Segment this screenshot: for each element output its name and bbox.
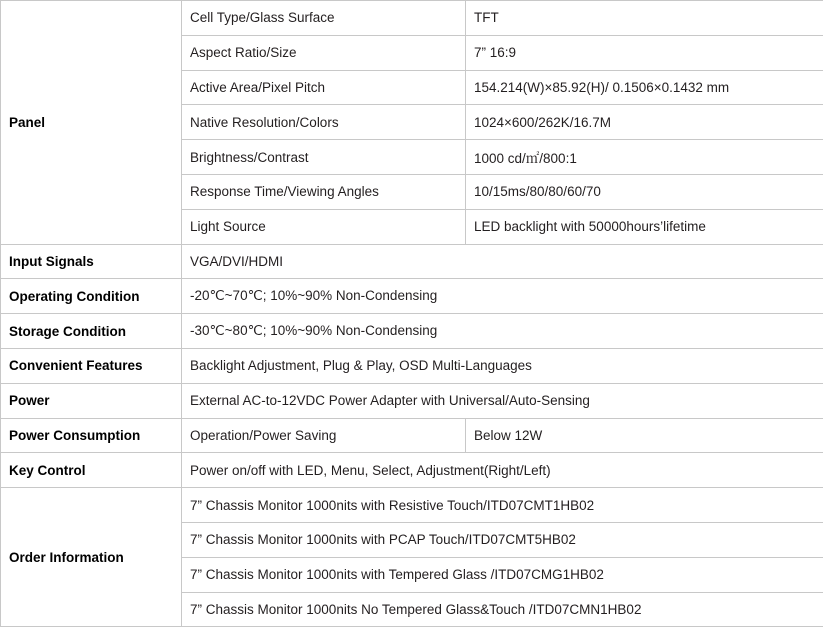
cell-value: Below 12W xyxy=(466,418,823,453)
table-row xyxy=(1,418,823,453)
cell-value: VGA/DVI/HDMI xyxy=(182,244,823,279)
cell-value: -30℃~80℃; 10%~90% Non-Condensing xyxy=(182,314,823,349)
table-row xyxy=(1,453,823,488)
cell-value: 7” Chassis Monitor 1000nits with Tempered Glass /ITD07CMG1HB02 xyxy=(182,557,823,592)
row-label-storage-condition: Storage Condition xyxy=(1,314,182,349)
cell-value: Backlight Adjustment, Plug & Play, OSD Multi-Languages xyxy=(182,348,823,383)
cell-value: 10/15ms/80/80/60/70 xyxy=(466,174,823,209)
cell-value: LED backlight with 50000hours’lifetime xyxy=(466,209,823,244)
cell-value: 154.214(W)×85.92(H)/ 0.1506×0.1432 mm xyxy=(466,70,823,105)
cell-value: 7” Chassis Monitor 1000nits with Resistive Touch/ITD07CMT1HB02 xyxy=(182,488,823,523)
cell-value: -20℃~70℃; 10%~90% Non-Condensing xyxy=(182,279,823,314)
cell-value: 1024×600/262K/16.7M xyxy=(466,105,823,140)
table-row xyxy=(1,348,823,383)
row-label-key-control: Key Control xyxy=(1,453,182,488)
table-row xyxy=(1,314,823,349)
row-label-power: Power xyxy=(1,383,182,418)
row-label-input-signals: Input Signals xyxy=(1,244,182,279)
cell-name: Light Source xyxy=(182,209,466,244)
row-label-order-information: Order Information xyxy=(1,488,182,627)
cell-value: Power on/off with LED, Menu, Select, Adjustment(Right/Left) xyxy=(182,453,823,488)
cell-value: 1000 cd/㎡/800:1 xyxy=(466,140,823,175)
cell-value: 7” Chassis Monitor 1000nits No Tempered Glass&Touch /ITD07CMN1HB02 xyxy=(182,592,823,627)
row-label-panel: Panel xyxy=(1,1,182,245)
cell-name: Aspect Ratio/Size xyxy=(182,35,466,70)
table-row xyxy=(1,488,823,523)
cell-name: Response Time/Viewing Angles xyxy=(182,174,466,209)
table-row xyxy=(1,279,823,314)
table-row xyxy=(1,383,823,418)
cell-value: TFT xyxy=(466,1,823,36)
row-label-power-consumption: Power Consumption xyxy=(1,418,182,453)
cell-name: Operation/Power Saving xyxy=(182,418,466,453)
cell-name: Native Resolution/Colors xyxy=(182,105,466,140)
cell-name: Cell Type/Glass Surface xyxy=(182,1,466,36)
table-row xyxy=(1,1,823,36)
cell-value: 7” 16:9 xyxy=(466,35,823,70)
row-label-convenient-features: Convenient Features xyxy=(1,348,182,383)
row-label-operating-condition: Operating Condition xyxy=(1,279,182,314)
cell-value: External AC-to-12VDC Power Adapter with Universal/Auto-Sensing xyxy=(182,383,823,418)
table-row xyxy=(1,244,823,279)
cell-value: 7” Chassis Monitor 1000nits with PCAP Touch/ITD07CMT5HB02 xyxy=(182,522,823,557)
cell-name: Brightness/Contrast xyxy=(182,140,466,175)
cell-name: Active Area/Pixel Pitch xyxy=(182,70,466,105)
